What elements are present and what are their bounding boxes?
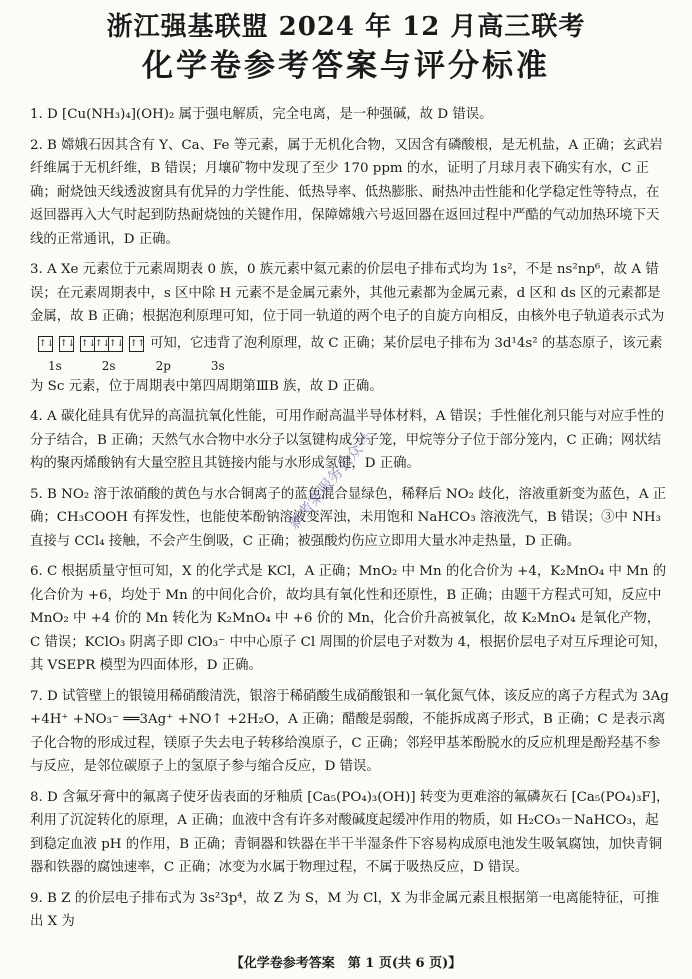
orbital-labels — [48, 357, 670, 375]
orbital-box-3s: ↑↑ — [129, 336, 144, 352]
answer-item-4: 4. A 碳化硅具有优异的高温抗氧化性能，可用作耐高温半导体材料，A 错误；手性催化剂只能与对应手性的分子结合，B 正确；天然气水合物中水分子以氢键构成分子笼，甲烷等分子位于部分笼内，C 正确；网状结构的聚丙烯酸钠有大量空腔且其链接内能与水形成氢键，D 正确。 — [30, 409, 665, 471]
orbital-diagram — [38, 331, 670, 357]
answer-item-1: 1. D [Cu(NH₃)₄](OH)₂ 属于强电解质，完全电离，是一种强碱，故 D 错误。 — [30, 107, 493, 122]
answer-item-6: 6. C 根据质量守恒可知，X 的化学式是 KCl，A 正确；MnO₂ 中 Mn 的化合价为 +4，K₂MnO₄ 中 Mn 的化合价为 +6，均处于 Mn 的中间化合价，故均具有氧化性和还原性，B 正确；由题干方程式可知，反应中 MnO₂ 中 +4 价的 Mn 转化为 K₂MnO₄ 中 +6 价的 Mn，化合价升高被氧化，故 K₂MnO₄ 是氧化产物，C 错误；KClO₃ 阴离子即 ClO₃⁻ 中中心原子 Cl 周围的价层电子对数为 4，根据价层电子对互斥理论可知，其 VSEPR 模型为四面体形，D 正确。 — [30, 564, 667, 673]
answer-item-9: 9. B Z 的价层电子排布式为 3s²3p⁴，故 Z 为 S，M 为 Cl，X 为非金属元素且根据第一电离能特征，可推出 X 为 — [30, 890, 660, 929]
answer-item-3-end: 为 Sc 元素，位于周期表中第四周期第ⅢB 族，故 D 正确。 — [30, 378, 383, 394]
watermark-text: 新考案服务公众号 — [284, 429, 376, 533]
answer-item-8: 8. D 含氟牙膏中的氟离子使牙齿表面的牙釉质 [Ca₅(PO₄)₃(OH)] 转变为更难溶的氟磷灰石 [Ca₅(PO₄)₃F]，利用了沉淀转化的原理，A 正确；血液中含有许多对酸碱度起缓冲作用的物质，如 H₂CO₃－NaHCO₃，起到稳定血液 pH 的作用，B 正确；青铜器和铁器在半干半湿条件下容易构成原电池发生吸氧腐蚀，加快青铜器和铁器的腐蚀速率，C 正确；冰变为水属于物理过程，不属于吸热反应，D 错误。 — [30, 789, 670, 875]
orbital-label: 1s — [48, 358, 62, 373]
orbital-tail-text: 可知，它违背了泡利原理，故 C 正确；某价层电子排布为 3d¹4s² 的基态原子，该元素 — [150, 335, 663, 351]
orbital-box-1s: ↑↓ — [38, 336, 53, 352]
orbital-box-2p: ↑↓ ↑↓ ↑↓ — [80, 336, 123, 352]
page-subtitle: 化学卷参考答案与评分标准 — [142, 48, 550, 84]
orbital-box-2s: ↑↓ — [59, 336, 74, 352]
answer-item-5: 5. B NO₂ 溶于浓硝酸的黄色与水合铜离子的蓝色混合显绿色，稀释后 NO₂ 歧化，溶液重新变为蓝色，A 正确；CH₃COOH 有挥发性，也能使苯酚钠溶液变浑浊，未用饱和 NaHCO₃ 溶液洗气，B 错误；③中 NH₃ 直接与 CCl₄ 接触，不会产生倒吸，C 正确；被强酸灼伤应立即用大量水冲走热量，D 正确。 — [30, 486, 667, 549]
answer-item-2: 2. B 嫦娥石因其含有 Y、Ca、Fe 等元素，属于无机化合物，又因含有磷酸根，是无机盐，A 正确；玄武岩纤维属于无机纤维，B 错误；月壤矿物中发现了至少 170 ppm 的水，证明了月球月表下确实有水，C 正确；耐烧蚀天线透波窗具有优异的力学性能、低热导率、低热膨胀、耐热冲击性能和化学稳定性等特点，在返回器再入大气时起到防热耐烧蚀的关键作用，保障嫦娥六号返回器在返回过程中严酷的气动加热环境下天线的正常通讯，D 正确。 — [30, 137, 663, 247]
orbital-label: 2p — [155, 358, 171, 373]
answer-item-3 — [30, 258, 670, 398]
answer-item-3-text: 3. A Xe 元素位于元素周期表 0 族，0 族元素中氦元素的价层电子排布式均为 1s²，不是 ns²np⁶，故 A 错误；在元素周期表中，s 区中除 H 元素不是金属元素外，其他元素都为金属元素，d 区和 ds 区的元素都是金属，故 B 正确；根据泡利原理可知，位于同一轨道的两个电子的自旋方向相反，由核外电子轨道表示式为 — [30, 262, 665, 324]
orbital-label: 2s — [101, 358, 116, 373]
orbital-label: 3s — [210, 358, 225, 373]
answer-item-7: 7. D 试管壁上的银镜用稀硝酸清洗，银溶于稀硝酸生成硝酸银和一氧化氮气体，该反应的离子方程式为 3Ag +4H⁺ +NO₃⁻ ══3Ag⁺ +NO↑ +2H₂O，A 正确；醋酸是弱酸，不能拆成离子形式，B 正确；C 是表示离子化合物的形成过程，镁原子失去电子转移给溴原子，C 正确；邻羟甲基苯酚脱水的反应机理是酚羟基不参与反应，是邻位碳原子上的氢原子参与缩合反应，D 错误。 — [30, 688, 669, 774]
page-footer: 【化学卷参考答案 第 1 页(共 6 页)】 — [230, 956, 462, 971]
answer-list — [30, 103, 670, 941]
page-title: 浙江强基联盟 2024 年 12 月高三联考 — [106, 12, 586, 42]
